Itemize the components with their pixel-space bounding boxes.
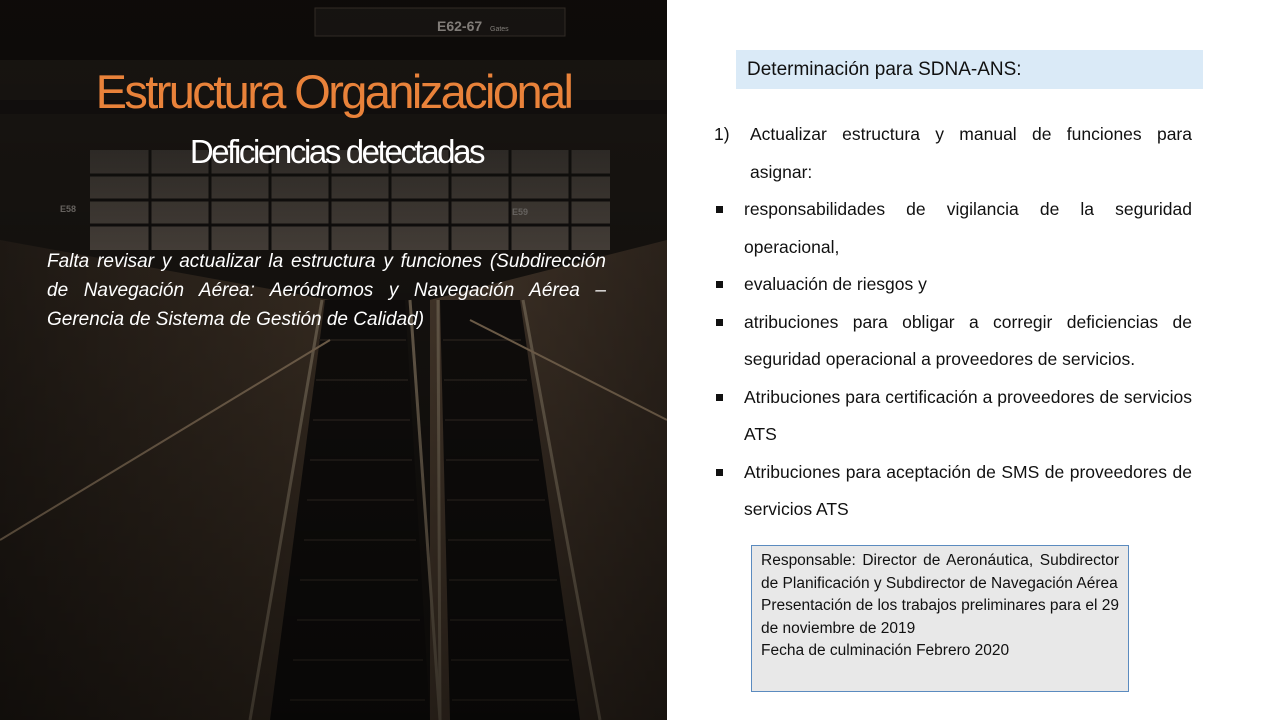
bullet-text: responsabilidades de vigilancia de la seguridad operacional, [744, 199, 1192, 257]
bullet-text: evaluación de riesgos y [744, 274, 927, 294]
bullet-item [712, 191, 1192, 266]
completion-date-line: Fecha de culminación Febrero 2020 [761, 642, 1010, 659]
preliminary-date-line: Presentación de los trabajos preliminares para el 29 de noviembre de 2019 [761, 597, 1119, 637]
numbered-item-text: Actualizar estructura y manual de funciones para asignar: [750, 124, 1192, 182]
square-bullet-icon [716, 206, 723, 213]
bullet-text: atribuciones para obligar a corregir deficiencias de seguridad operacional a proveedores de servicios. [744, 311, 1192, 369]
square-bullet-icon [716, 319, 723, 326]
responsible-box [751, 545, 1129, 692]
item-number: 1) [714, 124, 730, 144]
square-bullet-icon [716, 394, 723, 401]
bullet-item [712, 454, 1192, 529]
bullet-item [712, 266, 1192, 304]
bullet-item [712, 304, 1192, 379]
determination-header: Determinación para SDNA-ANS: [736, 50, 1203, 89]
bullet-text: Atribuciones para certificación a proveedores de servicios ATS [744, 386, 1192, 444]
deficiency-description: Falta revisar y actualizar la estructura y funciones (Subdirección de Navegación Aérea: Aeródromos y Navegación Aérea – Gerencia de Sistema de Gestión de Calidad) [47, 251, 606, 330]
determination-list [712, 116, 1192, 529]
bullet-text: Atribuciones para aceptación de SMS de proveedores de servicios ATS [744, 461, 1192, 519]
numbered-item [712, 116, 1192, 191]
bullet-item [712, 379, 1192, 454]
square-bullet-icon [716, 469, 723, 476]
slide-subtitle: Deficiencias detectadas [189, 133, 484, 170]
responsible-line: Responsable: Director de Aeronáutica, Subdirector de Planificación y Subdirector de Navegación Aérea [761, 552, 1119, 592]
slide-title: Estructura Organizacional [95, 65, 572, 118]
square-bullet-icon [716, 281, 723, 288]
